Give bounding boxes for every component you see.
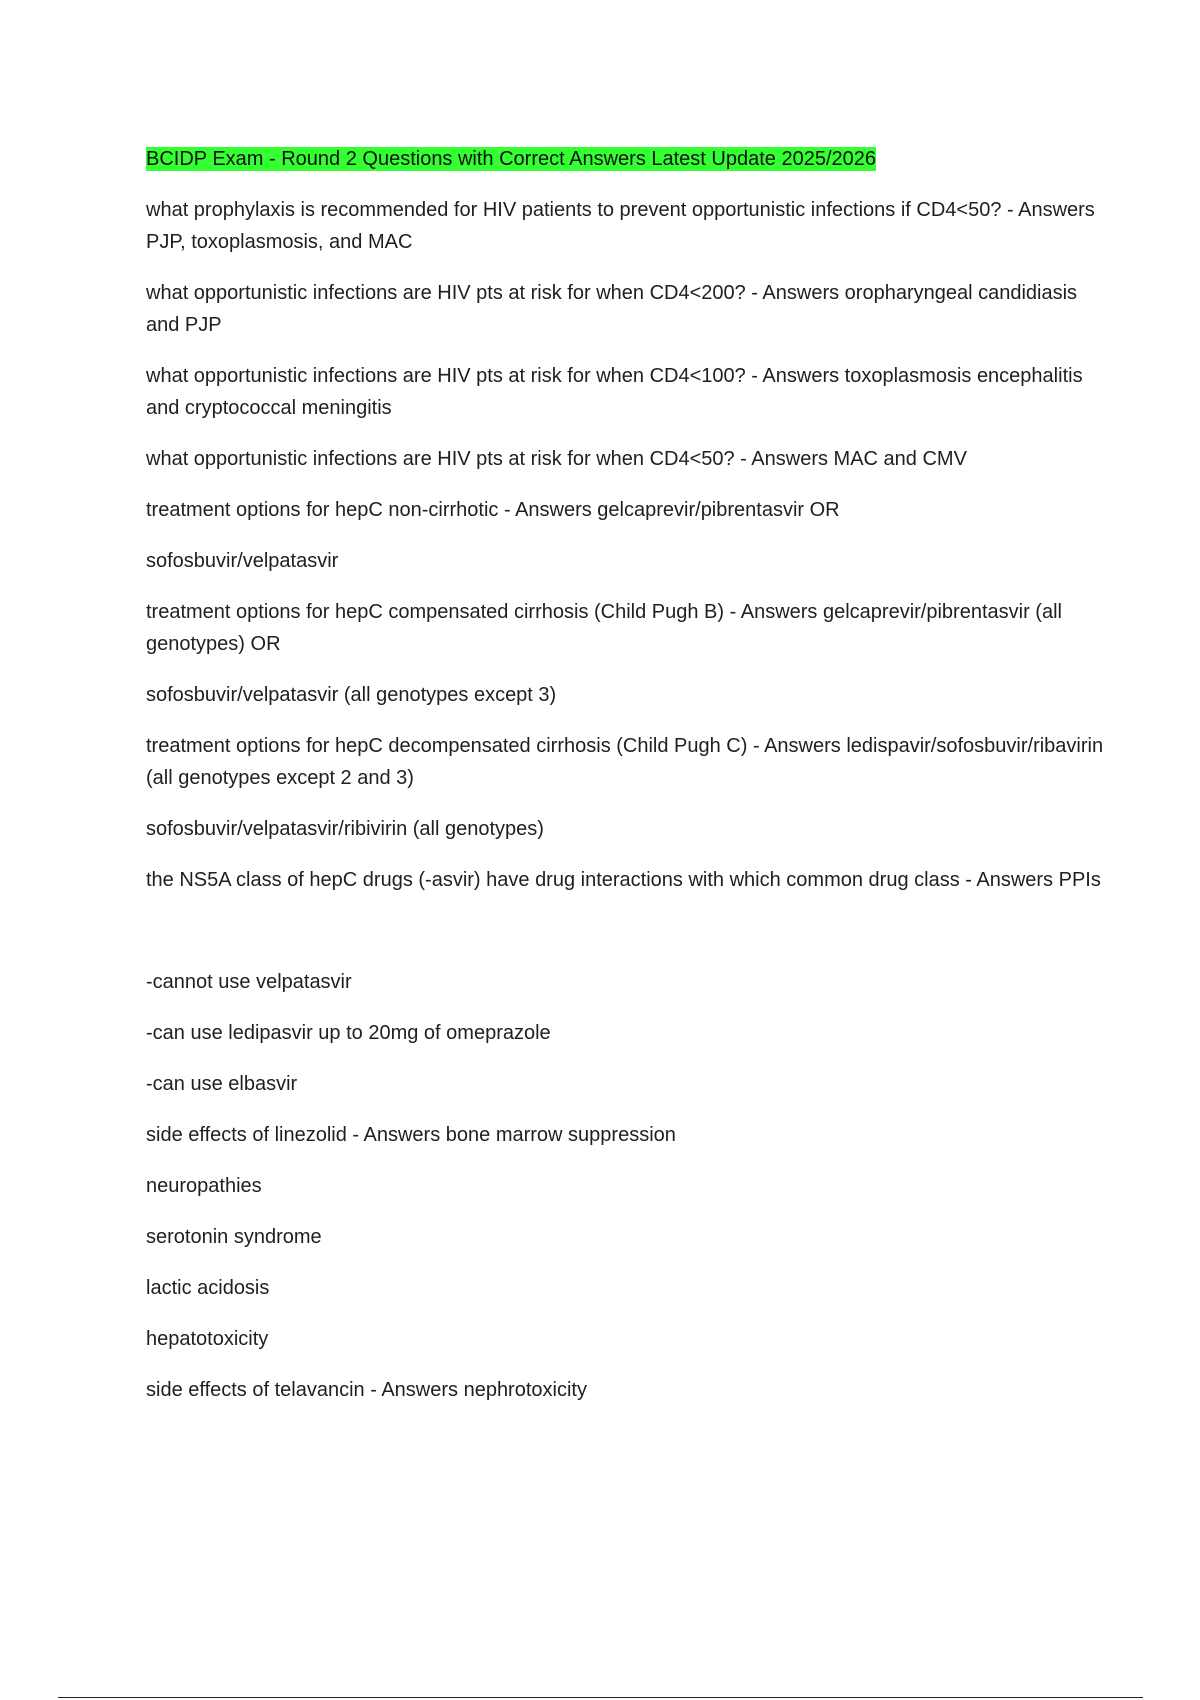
qa-paragraph: what opportunistic infections are HIV pts at risk for when CD4<50? - Answers MAC and CMV [146, 448, 967, 470]
qa-paragraph: sofosbuvir/velpatasvir [146, 550, 339, 572]
qa-paragraph: -can use ledipasvir up to 20mg of omeprazole [146, 1022, 551, 1044]
qa-paragraph: what opportunistic infections are HIV pts at risk for when CD4<200? - Answers oropharyngeal candidiasis and PJP [146, 282, 1078, 336]
qa-paragraph: -can use elbasvir [146, 1073, 298, 1095]
qa-paragraph: treatment options for hepC decompensated cirrhosis (Child Pugh C) - Answers ledispavir/sofosbuvir/ribavirin (all genotypes except 2 and 3) [146, 735, 1104, 789]
qa-paragraph: treatment options for hepC compensated cirrhosis (Child Pugh B) - Answers gelcaprevir/pibrentasvir (all genotypes) OR [146, 601, 1062, 655]
qa-paragraph: what opportunistic infections are HIV pts at risk for when CD4<100? - Answers toxoplasmosis encephalitis and cryptococcal meningitis [146, 365, 1083, 419]
document-title: BCIDP Exam - Round 2 Questions with Correct Answers Latest Update 2025/2026 [146, 148, 877, 170]
qa-paragraph: neuropathies [146, 1175, 262, 1197]
qa-paragraph: side effects of linezolid - Answers bone marrow suppression [146, 1124, 676, 1146]
qa-paragraph: the NS5A class of hepC drugs (-asvir) have drug interactions with which common drug class - Answers PPIs [146, 869, 1101, 891]
footer-divider [58, 1697, 1143, 1698]
document-content [146, 145, 1106, 1425]
qa-paragraph: -cannot use velpatasvir [146, 971, 352, 993]
title-block [146, 145, 1106, 175]
qa-paragraph: what prophylaxis is recommended for HIV patients to prevent opportunistic infections if CD4<50? - Answers PJP, toxoplasmosis, and MAC [146, 199, 1095, 253]
qa-paragraph: lactic acidosis [146, 1277, 270, 1299]
qa-paragraph: treatment options for hepC non-cirrhotic - Answers gelcaprevir/pibrentasvir OR [146, 499, 840, 521]
qa-paragraph: sofosbuvir/velpatasvir/ribivirin (all genotypes) [146, 818, 544, 840]
qa-paragraph: side effects of telavancin - Answers nephrotoxicity [146, 1379, 587, 1401]
qa-paragraph: hepatotoxicity [146, 1328, 269, 1350]
qa-paragraph: serotonin syndrome [146, 1226, 322, 1248]
qa-paragraph: sofosbuvir/velpatasvir (all genotypes except 3) [146, 684, 557, 706]
